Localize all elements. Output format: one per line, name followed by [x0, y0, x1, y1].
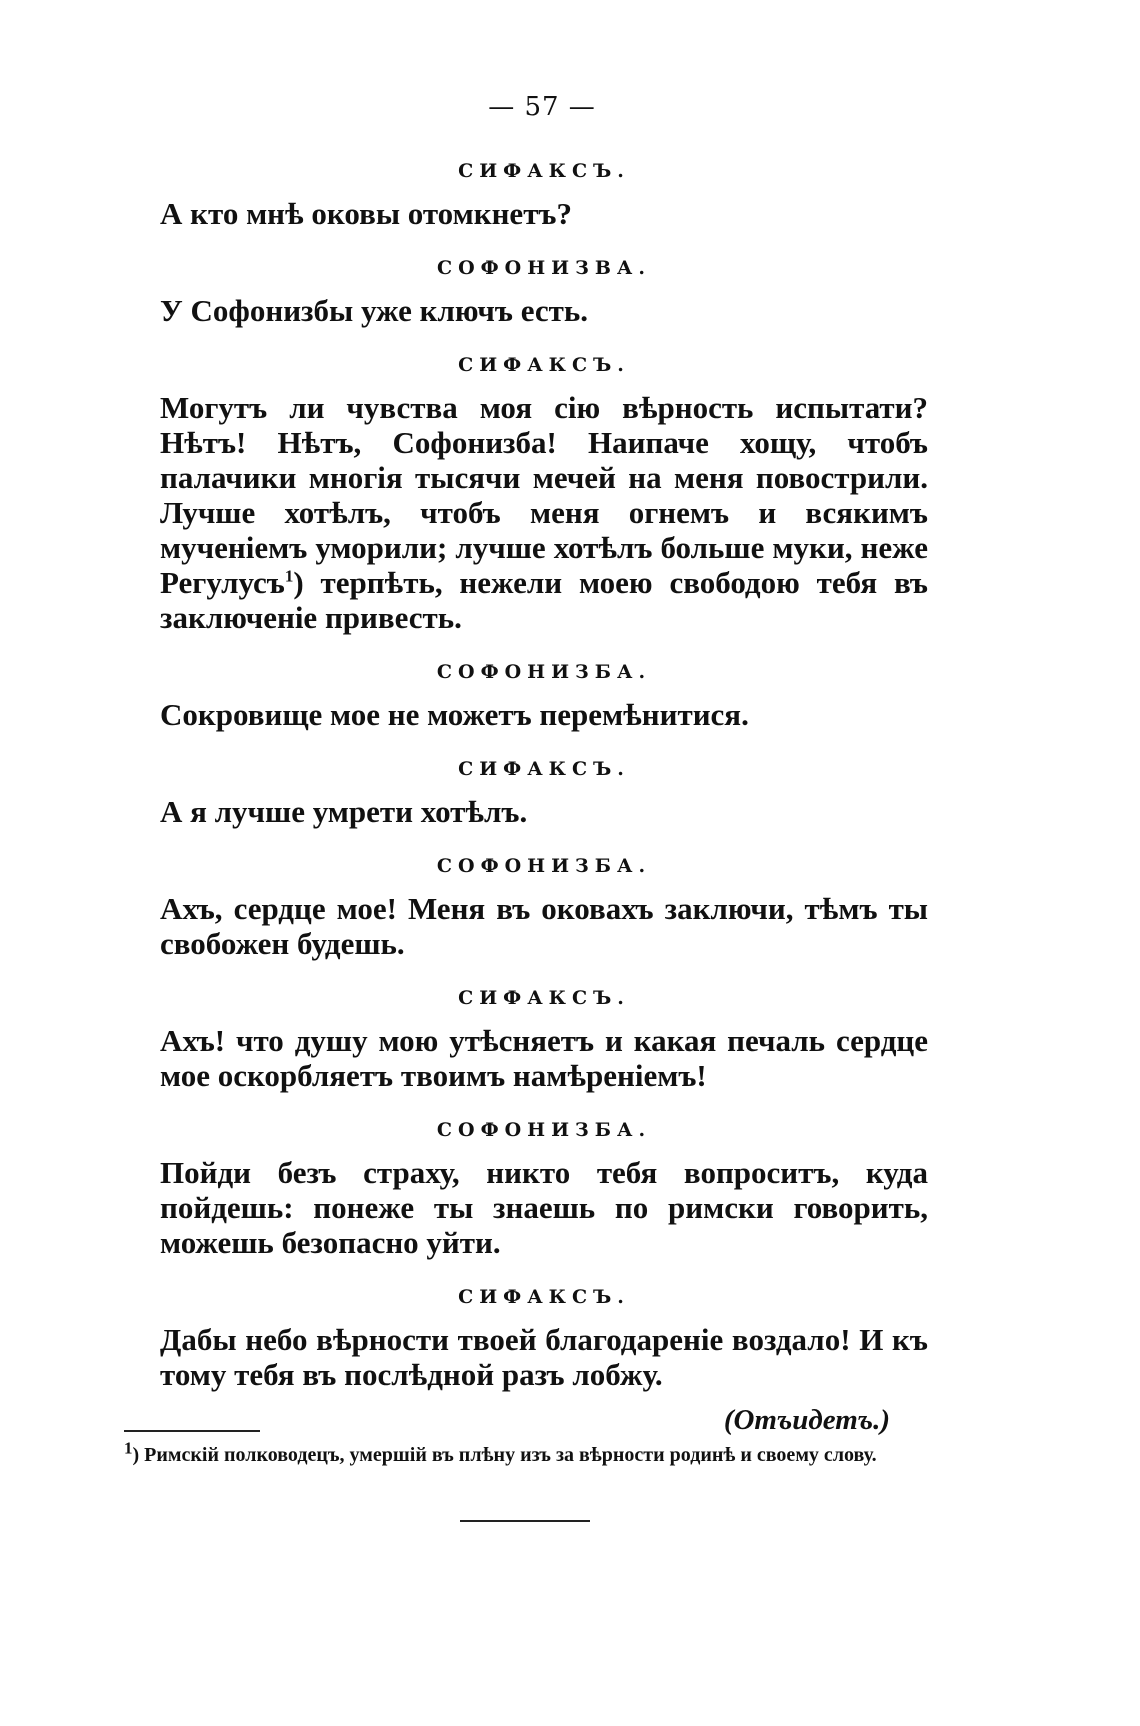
- dialogue-line: У Софонизбы уже ключъ есть.: [160, 293, 588, 328]
- dialogue-line: А кто мнѣ оковы отомкнетъ?: [160, 196, 572, 231]
- speaker-heading: СОФОНИЗВА.: [436, 257, 651, 279]
- page-number: — 57 —: [488, 92, 596, 122]
- dialogue-line: Сокровище мое не можетъ перемѣнитися.: [160, 697, 749, 732]
- footnote: [124, 1438, 924, 1468]
- footnote-divider: [124, 1430, 260, 1432]
- speaker-heading: СИФАКСЪ.: [458, 160, 630, 182]
- speaker-heading: СИФАКСЪ.: [458, 758, 630, 780]
- footnote-reference: 1: [284, 566, 294, 586]
- dialogue-line: [160, 390, 928, 635]
- dialogue-line: А я лучше умрети хотѣлъ.: [160, 794, 528, 829]
- dialogue-line: Ахъ! что душу мою утѣсняетъ и какая печаль сердце мое оскорбляетъ твоимъ намѣреніемъ!: [160, 1023, 928, 1093]
- dialogue-line-part: Могутъ ли чувства моя сію вѣрность испытати? Нѣтъ! Нѣтъ, Софонизба! Наипаче хощу, чтобъ палачики многія тысячи мечей на меня повострили. Лучше хотѣлъ, чтобъ меня огнемъ и всякимъ мученіемъ уморили; лучше хотѣлъ больше муки, неже Регулусъ: [160, 390, 928, 600]
- footnote-text: ) Римскій полководецъ, умершій въ плѣну изъ за вѣрности родинѣ и своему слову.: [132, 1444, 877, 1466]
- dialogue-line: Ахъ, сердце мое! Меня въ оковахъ заключи, тѣмъ ты свобожен будешь.: [160, 891, 928, 961]
- speaker-heading: СИФАКСЪ.: [458, 354, 630, 376]
- stage-direction: (Отъидетъ.): [723, 1404, 890, 1436]
- speaker-heading: СИФАКСЪ.: [458, 987, 630, 1009]
- speaker-heading: СОФОНИЗБА.: [436, 661, 652, 683]
- speaker-heading: СОФОНИЗБА.: [436, 855, 652, 877]
- end-divider: [460, 1520, 590, 1522]
- dialogue-body: [160, 160, 928, 1437]
- dialogue-line: Дабы небо вѣрности твоей благодареніе воздало! И къ тому тебя въ послѣдной разъ лобжу.: [160, 1322, 928, 1392]
- footnote-mark: 1: [124, 1438, 133, 1458]
- speaker-heading: СИФАКСЪ.: [458, 1286, 630, 1308]
- dialogue-line-part: ) терпѣть, нежели моею свободою тебя въ заключеніе привесть.: [160, 565, 928, 635]
- speaker-heading: СОФОНИЗБА.: [436, 1119, 652, 1141]
- dialogue-line: Пойди безъ страху, никто тебя вопроситъ, куда пойдешь: понеже ты знаешь по римски говорить, можешь безопасно уйти.: [160, 1155, 928, 1260]
